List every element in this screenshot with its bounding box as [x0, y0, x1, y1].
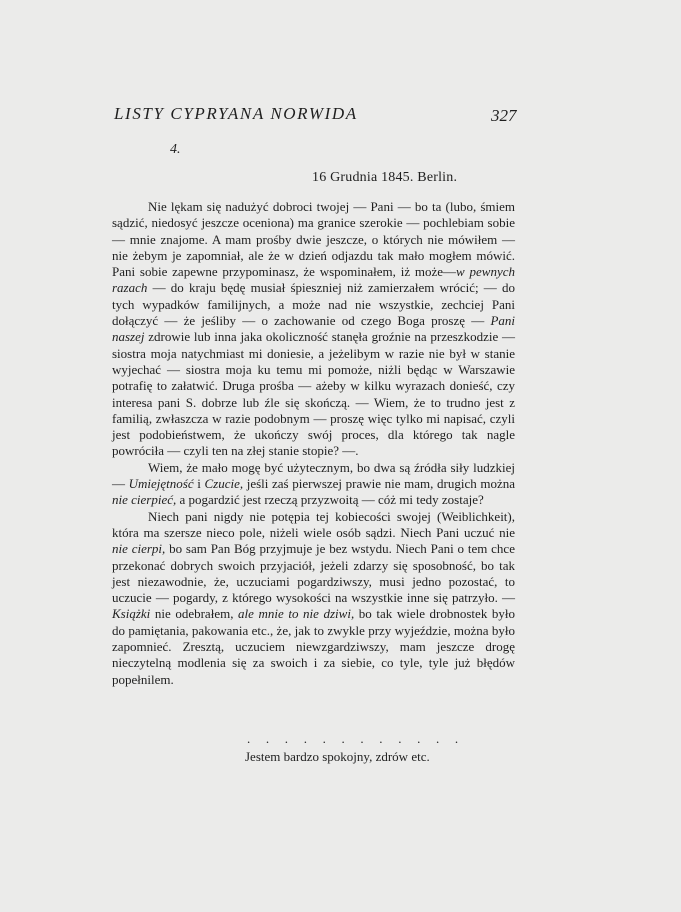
- italic-run: Pani naszej: [112, 313, 515, 345]
- text-run: — do kraju będę musiał śpieszniej niż zamierzałem wrócić; — do tych wypadków familijnych, a może nad nie wszystkie, zechciej Pani dołączyć — że jeśliby — o zachowanie od czego Boga proszę —: [112, 280, 515, 329]
- paragraph-1: [112, 199, 515, 460]
- italic-run: w pewnych razach: [112, 264, 515, 296]
- text-run: nie odebrałem,: [150, 606, 239, 622]
- text-run: a pogardzić jest rzeczą przyzwoitą — cóż mi tedy zostaje?: [176, 492, 484, 508]
- closing-line: Jestem bardzo spokojny, zdrów etc.: [245, 749, 430, 764]
- page-number: 327: [491, 106, 517, 125]
- letter-number: 4.: [170, 142, 181, 157]
- text-run: Niech pani nigdy nie potępia tej kobiecości swojej (Weiblichkeit), która ma szersze nieco pole, niżeli wiele osób sądzi. Niech Pani uczuć nie: [112, 508, 515, 540]
- paragraph-3: [112, 509, 515, 688]
- letter-body: [112, 199, 515, 688]
- ellipsis-dots: . . . . . . . . . . . .: [247, 731, 465, 746]
- text-run: zdrowie lub inna jaka okoliczność stanęła groźnie na przeszkodzie — siostra moja natychmiast mi doniesie, a jeżelibym w razie nie był w stanie wyjechać — siostra moja ku temu mi pomoże, niżli będąc w Warszawie potrafię to załatwić. Druga prośba — ażeby w kilku wyrazach donieść, czy interesa pani S. dobrze lub źle się skończą. — Wiem, że to trudno jest z familią, zwłaszcza w razie podobnym — proszę więc tylko mi napisać, czyli jest podobieństwem, że ukończy swój proces, dla którego tak nagle powróciła — czyli ten na złej stanie stopie? —.: [112, 329, 515, 459]
- italic-run: Umiejętność: [128, 476, 194, 492]
- text-run: bo tak wiele drobnostek było do pamiętania, pakowania etc., że, jak to zwykle przy wyjeździe, można było zapomnieć. Zresztą, uczuciem niewzgardziwszy, mam jeszcze drogę nieczytelną modlenia się za swoich i za siebie, co tyle, tyle już błędów popełnilem.: [112, 606, 516, 687]
- italic-run: ale mnie to nie dziwi,: [238, 606, 355, 622]
- italic-run: Czucie,: [204, 476, 244, 492]
- italic-run: nie cierpieć,: [112, 492, 177, 508]
- text-run: Nie lękam się nadużyć dobroci twojej — Pani — bo ta (lubo, śmiem sądzić, niedosyć jeszcze oceniona) ma granice szerokie — pochlebiam sobie — mnie znajome. A mam prośby dwie jeszcze, o których nie mówiłem — nie żebym je zapomniał, ale że w dzień odjazdu tak mało mogłem mówić. Pani sobie zapewne przypominasz, że wspominałem, iż może—: [112, 199, 515, 280]
- running-head: LISTY CYPRYANA NORWIDA: [114, 104, 358, 123]
- text-run: bo sam Pan Bóg przyjmuje je bez wstydu. Niech Pani o tem chce przekonać dobrych swoich przyjaciół, jeżeli zdarzy się sposobność, bo tak jest niezawodnie, że, uczuciami pogardziwszy, musi jedno pozostać, to uczucie — pogardy, z którego wysokości na wszystkie inne się patrzyło. —: [112, 541, 515, 606]
- paragraph-2: [112, 460, 515, 509]
- text-run: i: [193, 476, 205, 492]
- italic-run: nie cierpi,: [112, 541, 166, 557]
- text-run: jeśli zaś pierwszej prawie nie mam, drugich można: [243, 476, 515, 492]
- text-run: Wiem, że mało mogę być użytecznym, bo dwa są źródła siły ludzkiej —: [112, 459, 515, 492]
- italic-run: Książki: [112, 606, 151, 622]
- dateline: 16 Grudnia 1845. Berlin.: [312, 170, 458, 185]
